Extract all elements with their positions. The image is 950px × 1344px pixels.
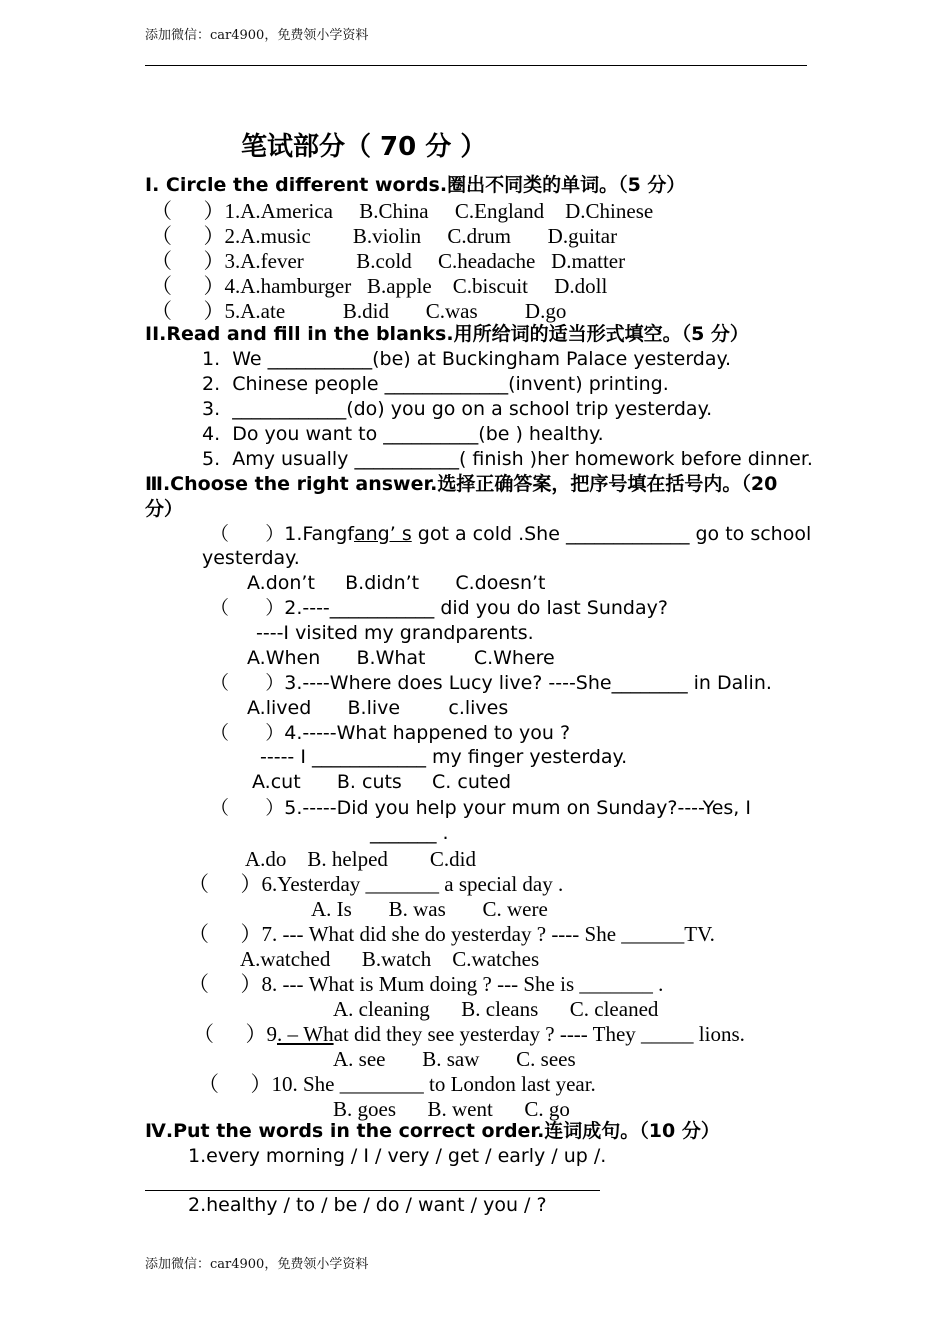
question-8: （ ）8. --- What is Mum doing ? --- She is _______ .: [188, 972, 664, 996]
question-5-line2: _______ .: [370, 822, 449, 844]
q9-prefix: （ ）9: [193, 1022, 277, 1046]
section3-heading-cont: 分）: [145, 498, 184, 520]
section1-item-5: （ ）5.A.ate B.did C.was D.go: [151, 299, 567, 323]
question-1-options: A.don’t B.didn’t C.doesn’t: [247, 572, 546, 594]
question-10: （ ）10. She ________ to London last year.: [198, 1072, 596, 1096]
question-4: （ ）4.-----What happened to you ?: [210, 722, 571, 744]
question-3-options: A.lived B.live c.lives: [247, 697, 509, 719]
section2-item-2: 2. Chinese people _____________(invent) printing.: [202, 373, 669, 395]
question-5-options: A.do B. helped C.did: [245, 847, 476, 871]
section1-item-1: （ ）1.A.America B.China C.England D.Chinese: [151, 199, 654, 223]
question-8-options: A. cleaning B. cleans C. cleaned: [333, 997, 659, 1021]
question-7-options: A.watched B.watch C.watches: [240, 947, 540, 971]
section1-item-2: （ ）2.A.music B.violin C.drum D.guitar: [151, 224, 618, 248]
section2-item-5: 5. Amy usually ___________( finish )her homework before dinner.: [202, 448, 813, 470]
question-6: （ ）6.Yesterday _______ a special day .: [188, 872, 564, 896]
section4-item-2: 2.healthy / to / be / do / want / you / ?: [188, 1194, 547, 1216]
section3-heading: Ⅲ.Choose the right answer.选择正确答案，把序号填在括号内。（20: [145, 473, 778, 495]
question-10-options: B. goes B. went C. go: [333, 1097, 570, 1121]
section1-heading: I. Circle the different words.圈出不同类的单词。（5 分）: [145, 174, 686, 196]
q1-rest: got a cold .She _____________ go to school: [411, 523, 812, 545]
question-5: （ ）5.-----Did you help your mum on Sunday?----Yes, I: [210, 797, 751, 819]
section2-heading: II.Read and fill in the blanks.用所给词的适当形式填空。（5 分）: [145, 323, 749, 345]
q1-underlined: ang’ s: [354, 523, 412, 545]
q1-prefix: （ ）1.Fangf: [210, 523, 354, 545]
page-title: 笔试部分（ 70 分 ）: [241, 132, 487, 162]
section2-item-3: 3. ____________(do) you go on a school trip yesterday.: [202, 398, 713, 420]
section2-item-1: 1. We ___________(be) at Buckingham Palace yesterday.: [202, 348, 732, 370]
question-1-line2: yesterday.: [202, 547, 300, 569]
q9-underlined: . – Wh: [277, 1022, 334, 1046]
page-footer: 添加微信：car4900，免费领小学资料: [145, 1257, 369, 1272]
header-rule: [145, 65, 807, 66]
question-7: （ ）7. --- What did she do yesterday ? ---- She ______TV.: [188, 922, 715, 946]
section4-item-1: 1.every morning / I / very / get / early / up /.: [188, 1145, 607, 1167]
question-1: [210, 525, 811, 544]
answer-line: [145, 1190, 600, 1191]
page-header: 添加微信：car4900，免费领小学资料: [145, 28, 369, 43]
section4-heading: Ⅳ.Put the words in the correct order.连词成句。（10 分）: [145, 1120, 720, 1142]
question-9-options: A. see B. saw C. sees: [333, 1047, 576, 1071]
question-3: （ ）3.----Where does Lucy live? ----She________ in Dalin.: [210, 672, 772, 694]
question-4-line2: ----- I ____________ my finger yesterday.: [260, 746, 628, 768]
question-2-line2: ----I visited my grandparents.: [256, 622, 534, 644]
question-9: [193, 1024, 745, 1045]
question-2-options: A.When B.What C.Where: [247, 647, 555, 669]
question-4-options: A.cut B. cuts C. cuted: [252, 771, 512, 793]
section1-item-3: （ ）3.A.fever B.cold C.headache D.matter: [151, 249, 626, 273]
section2-item-4: 4. Do you want to __________(be ) healthy.: [202, 423, 604, 445]
question-6-options: A. Is B. was C. were: [311, 897, 548, 921]
q9-rest: at did they see yesterday ? ---- They _____ lions.: [333, 1022, 745, 1046]
section1-item-4: （ ）4.A.hamburger B.apple C.biscuit D.doll: [151, 274, 608, 298]
question-2: （ ）2.----___________ did you do last Sunday?: [210, 597, 668, 619]
